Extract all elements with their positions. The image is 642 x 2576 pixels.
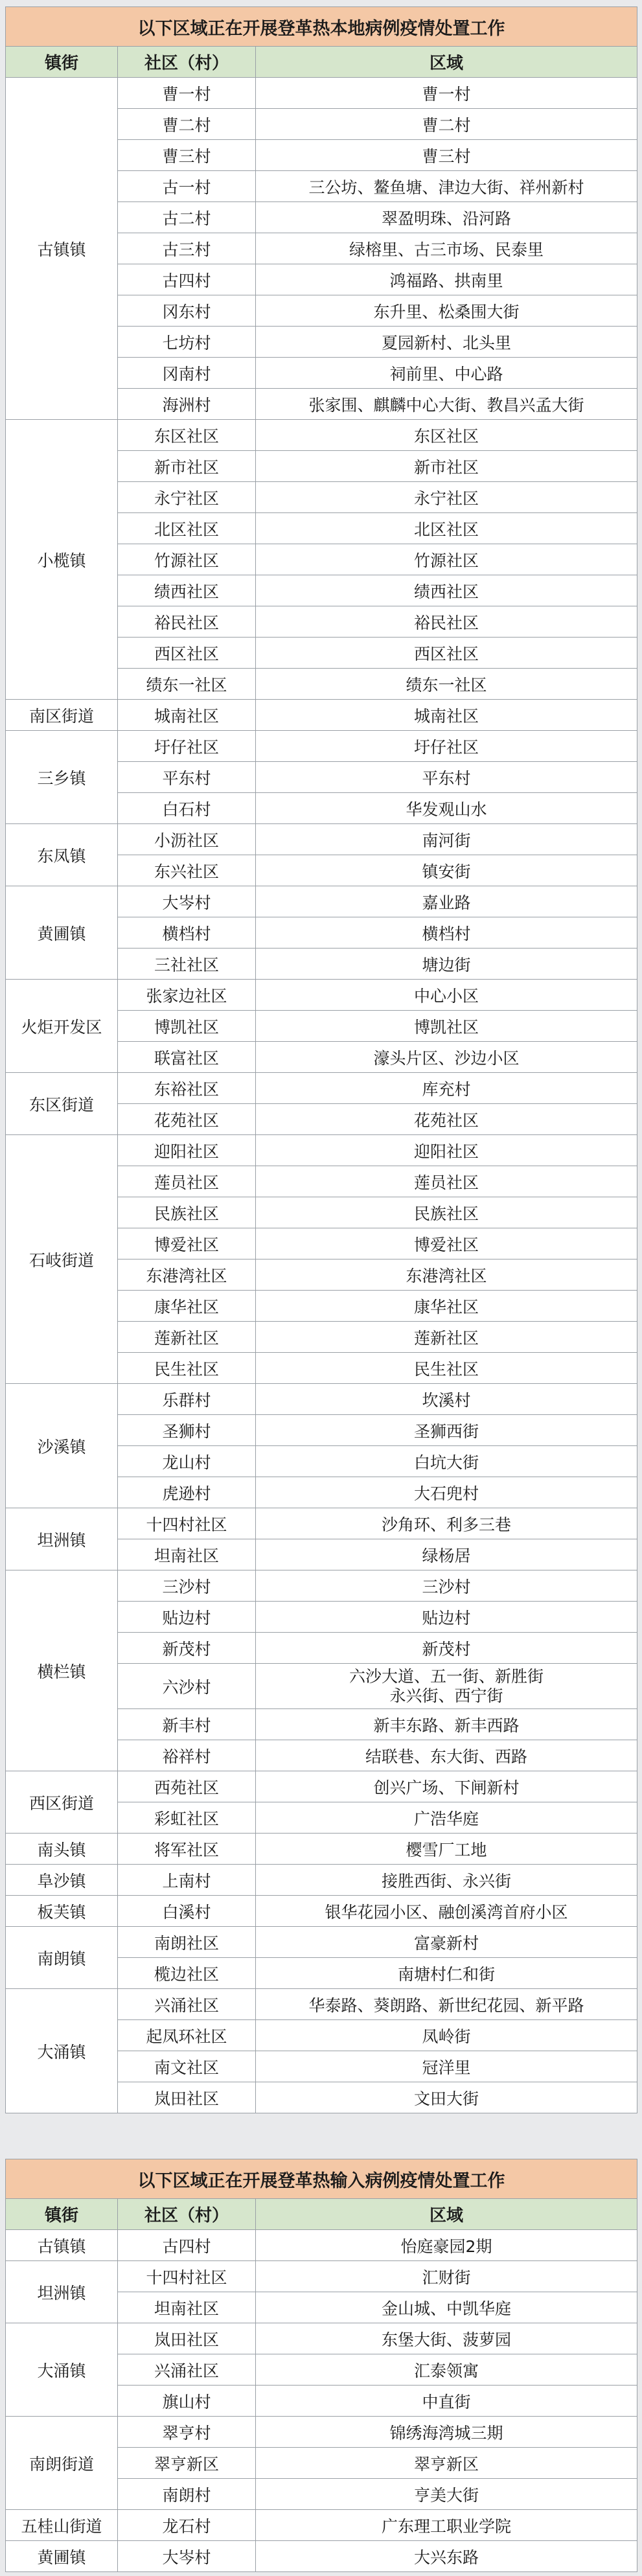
town-cell: 三乡镇 xyxy=(6,731,118,824)
community-cell: 六沙村 xyxy=(118,1664,256,1709)
community-cell: 白溪村 xyxy=(118,1896,256,1927)
community-cell: 民族社区 xyxy=(118,1197,256,1228)
table-row xyxy=(6,2417,637,2448)
community-cell: 永宁社区 xyxy=(118,482,256,513)
area-cell: 白坑大街 xyxy=(256,1446,637,1477)
community-cell: 竹源社区 xyxy=(118,544,256,575)
area-cell: 东堡大街、菠萝园 xyxy=(256,2323,637,2354)
community-cell: 横档村 xyxy=(118,917,256,949)
community-cell: 东裕社区 xyxy=(118,1073,256,1104)
community-cell: 平东村 xyxy=(118,762,256,793)
area-cell: 嘉业路 xyxy=(256,886,637,917)
area-cell: 汇泰领寓 xyxy=(256,2354,637,2386)
area-cell: 银华花园小区、融创溪湾首府小区 xyxy=(256,1896,637,1927)
area-cell: 南河街 xyxy=(256,824,637,855)
community-cell: 绩东一社区 xyxy=(118,669,256,700)
area-cell: 广东理工职业学院 xyxy=(256,2510,637,2541)
table-row xyxy=(6,1927,637,1958)
community-cell: 裕祥村 xyxy=(118,1740,256,1771)
community-cell: 三社社区 xyxy=(118,949,256,980)
header-area: 区域 xyxy=(256,47,637,78)
community-cell: 旗山村 xyxy=(118,2386,256,2417)
community-cell: 榄边社区 xyxy=(118,1958,256,1989)
community-cell: 莲员社区 xyxy=(118,1166,256,1197)
community-cell: 大岑村 xyxy=(118,886,256,917)
community-cell: 博爱社区 xyxy=(118,1228,256,1259)
community-cell: 古二村 xyxy=(118,202,256,233)
area-cell: 民族社区 xyxy=(256,1197,637,1228)
table-row xyxy=(6,1865,637,1896)
header-community: 社区（村） xyxy=(118,47,256,78)
table-row xyxy=(6,980,637,1011)
area-cell: 贴边村 xyxy=(256,1602,637,1633)
community-cell: 曹二村 xyxy=(118,109,256,140)
community-cell: 十四村社区 xyxy=(118,2261,256,2292)
town-cell: 大涌镇 xyxy=(6,2323,118,2417)
local-cases-table xyxy=(5,6,637,2113)
community-cell: 小沥社区 xyxy=(118,824,256,855)
community-cell: 圣狮村 xyxy=(118,1415,256,1446)
area-cell: 中直街 xyxy=(256,2386,637,2417)
community-cell: 七坊村 xyxy=(118,327,256,358)
area-cell: 创兴广场、下闸新村 xyxy=(256,1771,637,1802)
table-row xyxy=(6,1570,637,1602)
area-cell: 莲新社区 xyxy=(256,1322,637,1353)
area-cell: 广浩华庭 xyxy=(256,1802,637,1834)
header-community: 社区（村） xyxy=(118,2199,256,2230)
community-cell: 曹三村 xyxy=(118,140,256,171)
area-cell: 大石兜村 xyxy=(256,1477,637,1508)
table-row xyxy=(6,886,637,917)
area-cell: 绩西社区 xyxy=(256,575,637,606)
community-cell: 古四村 xyxy=(118,264,256,295)
community-cell: 东兴社区 xyxy=(118,855,256,886)
community-cell: 张家边社区 xyxy=(118,980,256,1011)
table-row xyxy=(6,2230,637,2261)
community-cell: 南朗社区 xyxy=(118,1927,256,1958)
community-cell: 龙山村 xyxy=(118,1446,256,1477)
table-row xyxy=(6,420,637,451)
community-cell: 南朗村 xyxy=(118,2479,256,2510)
table-row xyxy=(6,824,637,855)
area-cell: 接胜西街、永兴街 xyxy=(256,1865,637,1896)
community-cell: 花苑社区 xyxy=(118,1104,256,1135)
town-cell: 南朗镇 xyxy=(6,1927,118,1989)
local-table-title: 以下区域正在开展登革热本地病例疫情处置工作 xyxy=(6,7,637,47)
community-cell: 翠亨新区 xyxy=(118,2448,256,2479)
area-cell: 莲员社区 xyxy=(256,1166,637,1197)
area-cell: 三公坊、鳌鱼塘、津边大街、祥州新村 xyxy=(256,171,637,202)
area-cell: 凤岭街 xyxy=(256,2020,637,2051)
community-cell: 大岑村 xyxy=(118,2541,256,2572)
area-cell: 濠头片区、沙边小区 xyxy=(256,1042,637,1073)
town-cell: 南朗街道 xyxy=(6,2417,118,2510)
area-cell: 曹三村 xyxy=(256,140,637,171)
community-cell: 彩虹社区 xyxy=(118,1802,256,1834)
area-cell: 裕民社区 xyxy=(256,606,637,638)
community-cell: 民生社区 xyxy=(118,1353,256,1384)
header-town: 镇街 xyxy=(6,47,118,78)
community-cell: 虎逊村 xyxy=(118,1477,256,1508)
community-cell: 新丰村 xyxy=(118,1709,256,1740)
community-cell: 坦南社区 xyxy=(118,1539,256,1570)
community-cell: 白石村 xyxy=(118,793,256,824)
area-cell: 坎溪村 xyxy=(256,1384,637,1415)
area-cell: 三沙村 xyxy=(256,1570,637,1602)
community-cell: 曹一村 xyxy=(118,78,256,109)
header-area: 区域 xyxy=(256,2199,637,2230)
town-cell: 阜沙镇 xyxy=(6,1865,118,1896)
table-row xyxy=(6,700,637,731)
area-cell: 竹源社区 xyxy=(256,544,637,575)
community-cell: 上南村 xyxy=(118,1865,256,1896)
area-cell: 华泰路、葵朗路、新世纪花园、新平路 xyxy=(256,1989,637,2020)
area-cell: 富豪新村 xyxy=(256,1927,637,1958)
area-cell: 城南社区 xyxy=(256,700,637,731)
area-cell: 西区社区 xyxy=(256,638,637,669)
table-row xyxy=(6,1834,637,1865)
community-cell: 绩西社区 xyxy=(118,575,256,606)
town-cell: 小榄镇 xyxy=(6,420,118,700)
community-cell: 莲新社区 xyxy=(118,1322,256,1353)
area-cell: 花苑社区 xyxy=(256,1104,637,1135)
area-cell: 锦绣海湾城三期 xyxy=(256,2417,637,2448)
area-cell: 中心小区 xyxy=(256,980,637,1011)
area-cell: 怡庭豪园2期 xyxy=(256,2230,637,2261)
area-cell: 祠前里、中心路 xyxy=(256,358,637,389)
area-cell: 翠盈明珠、沿河路 xyxy=(256,202,637,233)
area-cell: 新市社区 xyxy=(256,451,637,482)
area-cell: 金山城、中凯华庭 xyxy=(256,2292,637,2323)
town-cell: 古镇镇 xyxy=(6,2230,118,2261)
area-cell: 冠洋里 xyxy=(256,2051,637,2082)
area-cell: 亨美大街 xyxy=(256,2479,637,2510)
table-row xyxy=(6,1771,637,1802)
imported-cases-table-section xyxy=(5,2159,637,2572)
town-cell: 古镇镇 xyxy=(6,78,118,420)
area-cell: 曹二村 xyxy=(256,109,637,140)
imported-cases-table xyxy=(5,2159,637,2572)
area-cell: 新丰东路、新丰西路 xyxy=(256,1709,637,1740)
area-cell: 张家围、麒麟中心大街、教昌兴孟大街 xyxy=(256,389,637,420)
community-cell: 岚田社区 xyxy=(118,2082,256,2113)
table-row xyxy=(6,731,637,762)
area-cell: 民生社区 xyxy=(256,1353,637,1384)
area-cell: 东港湾社区 xyxy=(256,1259,637,1291)
area-cell: 博爱社区 xyxy=(256,1228,637,1259)
area-cell: 新茂村 xyxy=(256,1633,637,1664)
table-row xyxy=(6,2261,637,2292)
town-cell: 西区街道 xyxy=(6,1771,118,1834)
community-cell: 兴涌社区 xyxy=(118,1989,256,2020)
area-cell: 圣狮西街 xyxy=(256,1415,637,1446)
town-cell: 黄圃镇 xyxy=(6,2541,118,2572)
town-cell: 坦洲镇 xyxy=(6,2261,118,2323)
table-row xyxy=(6,78,637,109)
area-cell: 华发观山水 xyxy=(256,793,637,824)
community-cell: 新茂村 xyxy=(118,1633,256,1664)
area-cell: 大兴东路 xyxy=(256,2541,637,2572)
town-cell: 南区街道 xyxy=(6,700,118,731)
town-cell: 南头镇 xyxy=(6,1834,118,1865)
area-cell: 永宁社区 xyxy=(256,482,637,513)
community-cell: 联富社区 xyxy=(118,1042,256,1073)
town-cell: 板芙镇 xyxy=(6,1896,118,1927)
town-cell: 沙溪镇 xyxy=(6,1384,118,1508)
area-cell: 文田大街 xyxy=(256,2082,637,2113)
community-cell: 东港湾社区 xyxy=(118,1259,256,1291)
table-row xyxy=(6,1073,637,1104)
town-cell: 横栏镇 xyxy=(6,1570,118,1771)
imported-table-title: 以下区域正在开展登革热输入病例疫情处置工作 xyxy=(6,2159,637,2199)
community-cell: 裕民社区 xyxy=(118,606,256,638)
community-cell: 贴边村 xyxy=(118,1602,256,1633)
area-cell: 东升里、松桑围大街 xyxy=(256,295,637,327)
town-cell: 五桂山街道 xyxy=(6,2510,118,2541)
area-cell: 平东村 xyxy=(256,762,637,793)
area-cell: 博凯社区 xyxy=(256,1011,637,1042)
area-cell: 六沙大道、五一街、新胜街 永兴街、西宁街 xyxy=(256,1664,637,1709)
table-row xyxy=(6,2510,637,2541)
table-row xyxy=(6,1989,637,2020)
area-cell: 横档村 xyxy=(256,917,637,949)
area-cell: 康华社区 xyxy=(256,1291,637,1322)
community-cell: 博凯社区 xyxy=(118,1011,256,1042)
community-cell: 坦南社区 xyxy=(118,2292,256,2323)
area-cell: 沙角环、利多三巷 xyxy=(256,1508,637,1539)
community-cell: 南文社区 xyxy=(118,2051,256,2082)
local-cases-table-section xyxy=(5,6,637,2113)
header-town: 镇街 xyxy=(6,2199,118,2230)
table-row xyxy=(6,2323,637,2354)
community-cell: 北区社区 xyxy=(118,513,256,544)
area-cell: 绿杨居 xyxy=(256,1539,637,1570)
town-cell: 坦洲镇 xyxy=(6,1508,118,1570)
community-cell: 康华社区 xyxy=(118,1291,256,1322)
table-row xyxy=(6,1384,637,1415)
area-cell: 南塘村仁和街 xyxy=(256,1958,637,1989)
community-cell: 新市社区 xyxy=(118,451,256,482)
town-cell: 大涌镇 xyxy=(6,1989,118,2113)
area-cell: 鸿福路、拱南里 xyxy=(256,264,637,295)
area-cell: 北区社区 xyxy=(256,513,637,544)
community-cell: 迎阳社区 xyxy=(118,1135,256,1166)
community-cell: 岚田社区 xyxy=(118,2323,256,2354)
area-cell: 东区社区 xyxy=(256,420,637,451)
community-cell: 十四村社区 xyxy=(118,1508,256,1539)
community-cell: 古三村 xyxy=(118,233,256,264)
table-row xyxy=(6,1135,637,1166)
area-cell: 迎阳社区 xyxy=(256,1135,637,1166)
area-cell: 绩东一社区 xyxy=(256,669,637,700)
town-cell: 东区街道 xyxy=(6,1073,118,1135)
community-cell: 乐群村 xyxy=(118,1384,256,1415)
community-cell: 翠亨村 xyxy=(118,2417,256,2448)
area-cell: 汇财街 xyxy=(256,2261,637,2292)
area-cell: 夏园新村、北头里 xyxy=(256,327,637,358)
table-row xyxy=(6,1508,637,1539)
community-cell: 圩仔社区 xyxy=(118,731,256,762)
community-cell: 海洲村 xyxy=(118,389,256,420)
community-cell: 龙石村 xyxy=(118,2510,256,2541)
community-cell: 兴涌社区 xyxy=(118,2354,256,2386)
community-cell: 三沙村 xyxy=(118,1570,256,1602)
community-cell: 西区社区 xyxy=(118,638,256,669)
community-cell: 西苑社区 xyxy=(118,1771,256,1802)
town-cell: 东凤镇 xyxy=(6,824,118,886)
area-cell: 翠亨新区 xyxy=(256,2448,637,2479)
area-cell: 镇安街 xyxy=(256,855,637,886)
community-cell: 古一村 xyxy=(118,171,256,202)
area-cell: 樱雪厂工地 xyxy=(256,1834,637,1865)
area-cell: 曹一村 xyxy=(256,78,637,109)
community-cell: 将军社区 xyxy=(118,1834,256,1865)
table-row xyxy=(6,2541,637,2572)
community-cell: 冈南村 xyxy=(118,358,256,389)
table-row xyxy=(6,1896,637,1927)
community-cell: 古四村 xyxy=(118,2230,256,2261)
community-cell: 城南社区 xyxy=(118,700,256,731)
area-cell: 塘边街 xyxy=(256,949,637,980)
community-cell: 东区社区 xyxy=(118,420,256,451)
town-cell: 黄圃镇 xyxy=(6,886,118,980)
area-cell: 结联巷、东大街、西路 xyxy=(256,1740,637,1771)
area-cell: 圩仔社区 xyxy=(256,731,637,762)
community-cell: 冈东村 xyxy=(118,295,256,327)
town-cell: 石岐街道 xyxy=(6,1135,118,1384)
town-cell: 火炬开发区 xyxy=(6,980,118,1073)
area-cell: 库充村 xyxy=(256,1073,637,1104)
area-cell: 绿榕里、古三市场、民泰里 xyxy=(256,233,637,264)
community-cell: 起凤环社区 xyxy=(118,2020,256,2051)
